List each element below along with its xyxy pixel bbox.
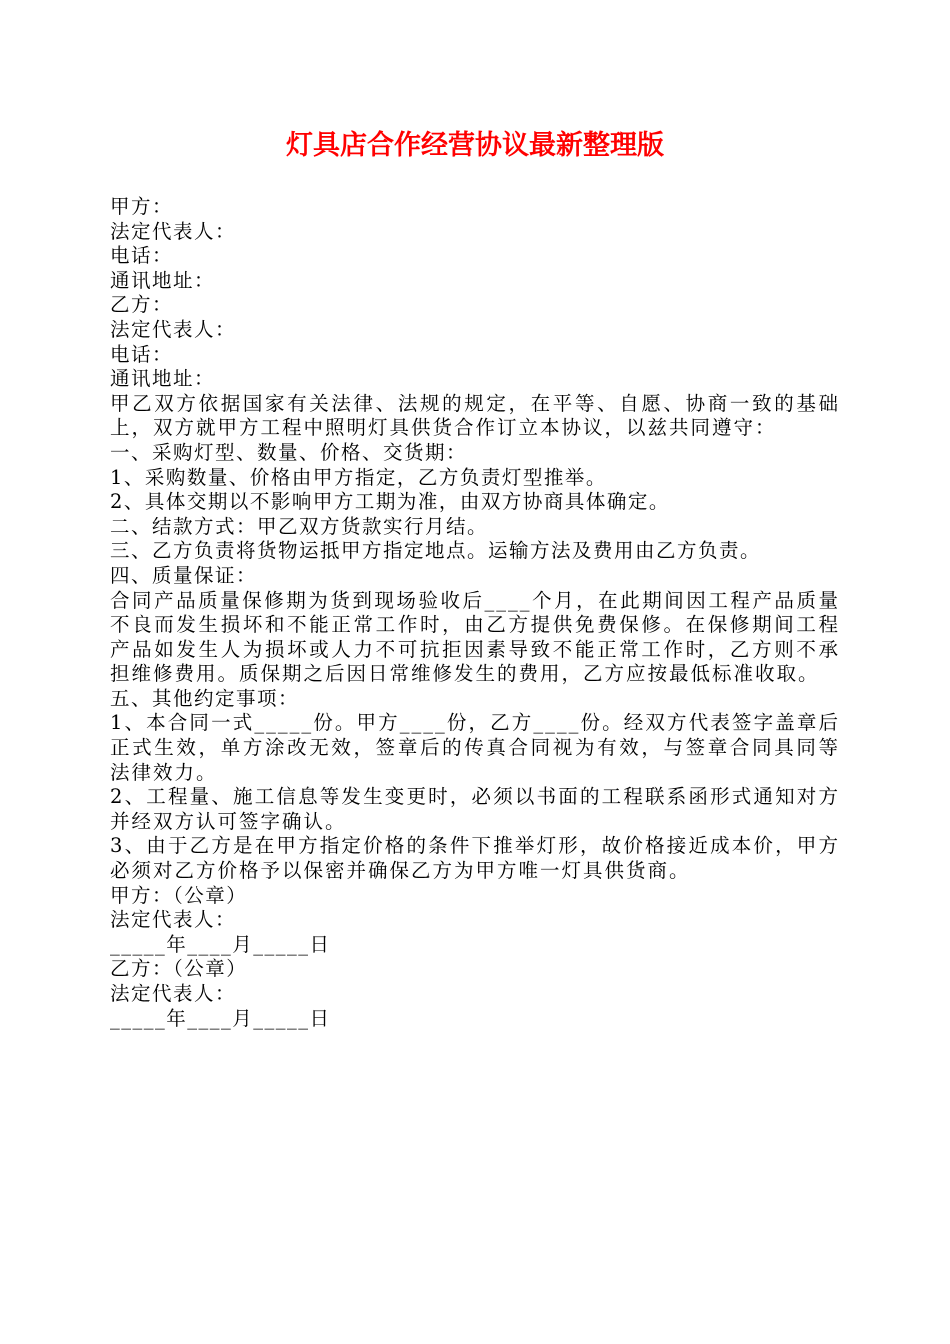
- section5-item2: 2、工程量、施工信息等发生变更时，必须以书面的工程联系函形式通知对方并经双方认可签字确认。: [110, 785, 840, 833]
- section3-delivery: 三、乙方负责将货物运抵甲方指定地点。运输方法及费用由乙方负责。: [110, 539, 762, 563]
- party-b-legal-rep: 法定代表人：: [110, 317, 237, 341]
- sign-a-party: 甲方：（公章）: [110, 883, 248, 907]
- party-b-phone: 电话：: [110, 342, 174, 366]
- sign-b-date: _____年____月_____日: [110, 1006, 331, 1030]
- sign-a-date: _____年____月_____日: [110, 932, 331, 956]
- intro-paragraph: 甲乙双方依据国家有关法律、法规的规定，在平等、自愿、协商一致的基础上，双方就甲方工程中照明灯具供货合作订立本协议，以兹共同遵守：: [110, 391, 840, 440]
- section5-heading: 五、其他约定事项：: [110, 686, 300, 710]
- section5-item1: 1、本合同一式_____份。甲方____份，乙方____份。经双方代表签字盖章后正式生效，单方涂改无效，签章后的传真合同视为有效，与签章合同具同等法律效力。: [110, 711, 840, 784]
- section1-item2: 2、具体交期以不影响甲方工期为准，由双方协商具体确定。: [110, 490, 670, 514]
- document-title: 灯具店合作经营协议最新整理版: [286, 130, 664, 161]
- section5-item3: 3、由于乙方是在甲方指定价格的条件下推举灯形，故价格接近成本价，甲方必须对乙方价格予以保密并确保乙方为甲方唯一灯具供货商。: [110, 834, 840, 883]
- sign-a-legal-rep: 法定代表人：: [110, 908, 237, 932]
- document-body: [110, 195, 840, 1031]
- section4-heading: 四、质量保证：: [110, 563, 258, 587]
- sign-b-legal-rep: 法定代表人：: [110, 982, 237, 1005]
- section4-body: 合同产品质量保修期为货到现场验收后____个月，在此期间因工程产品质量不良而发生损坏和不能正常工作时，由乙方提供免费保修。在保修期间工程产品如发生人为损坏或人力不可抗拒因素导致不能正常工作时，乙方则不承担维修费用。质保期之后因日常维修发生的费用，乙方应按最低标准收取。: [110, 588, 840, 686]
- party-a-legal-rep: 法定代表人：: [110, 219, 237, 243]
- party-b-address: 通讯地址：: [110, 367, 216, 391]
- party-a-phone: 电话：: [110, 244, 174, 268]
- section1-item1: 1、采购数量、价格由甲方指定，乙方负责灯型推举。: [110, 465, 607, 489]
- sign-b-party: 乙方：（公章）: [110, 957, 248, 981]
- section1-heading: 一、采购灯型、数量、价格、交货期：: [110, 440, 468, 464]
- section2-payment: 二、结款方式：甲乙双方货款实行月结。: [110, 514, 489, 538]
- party-a-address: 通讯地址：: [110, 268, 216, 292]
- party-a-label: 甲方：: [110, 195, 174, 218]
- party-b-label: 乙方：: [110, 293, 174, 317]
